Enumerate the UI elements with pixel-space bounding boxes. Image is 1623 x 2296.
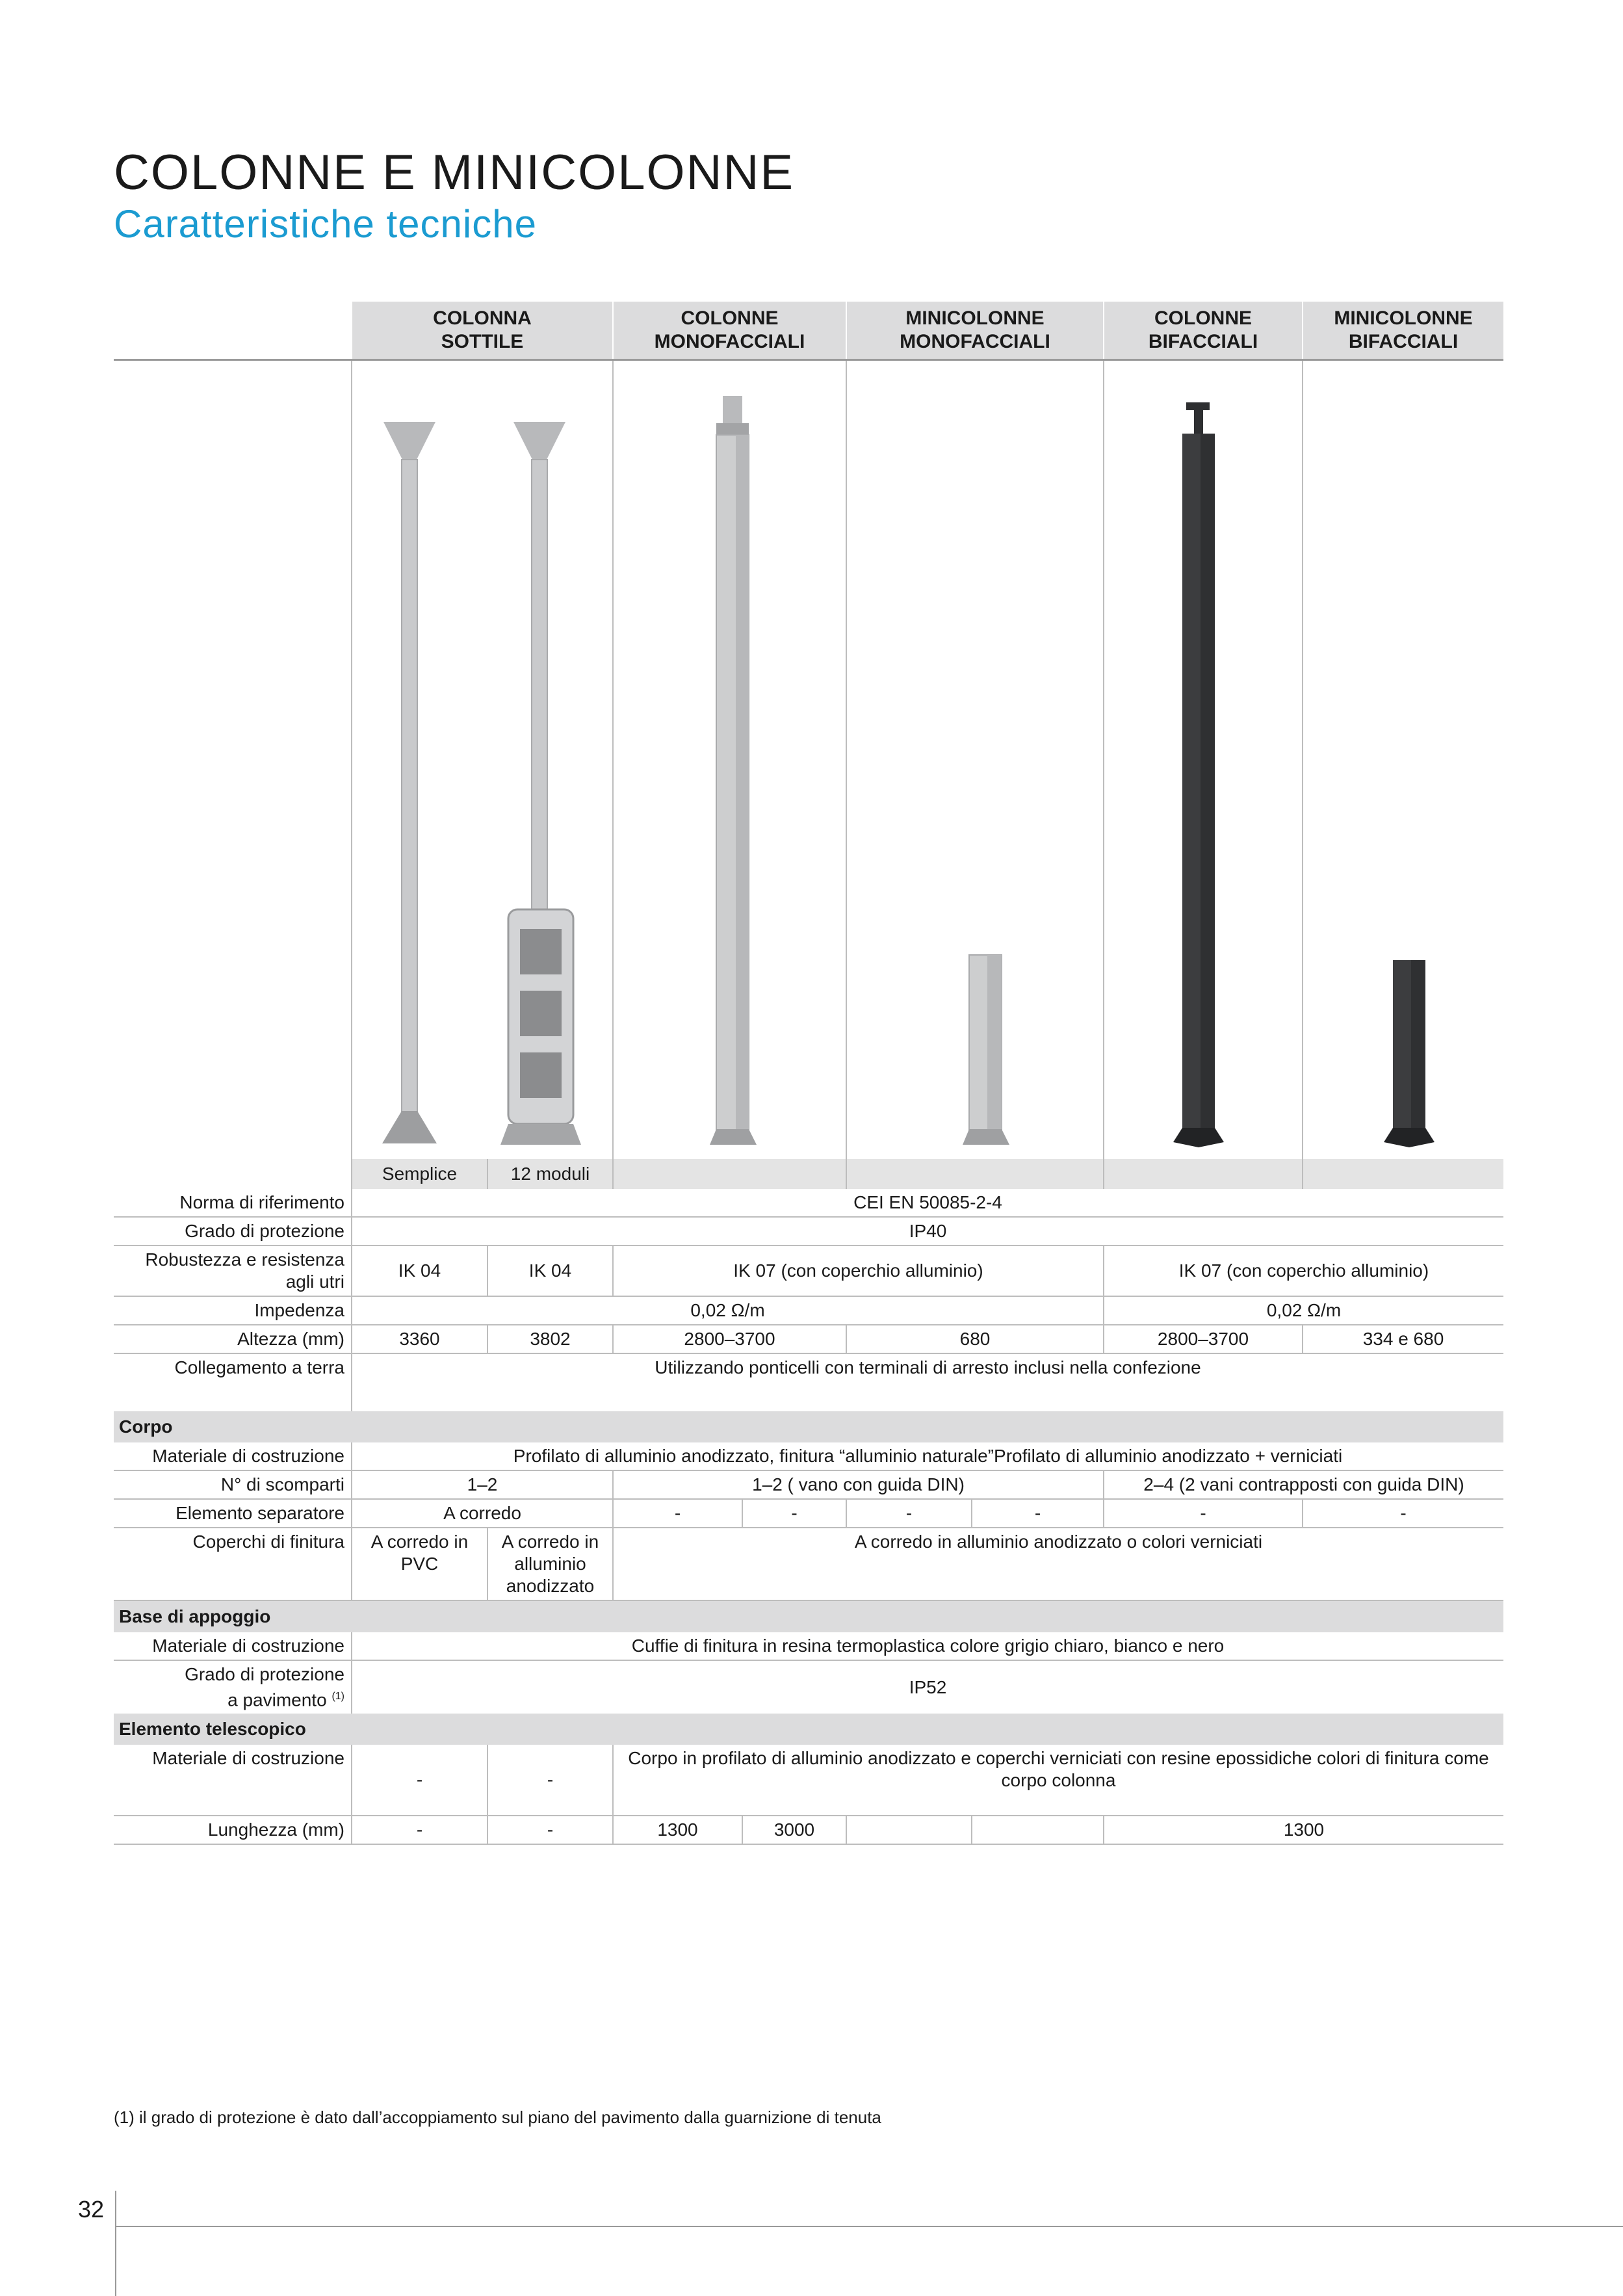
colonne-bifacciali-image (1104, 360, 1303, 1160)
minicolonne-monofacciali-image (846, 360, 1104, 1160)
footnote: (1) il grado di protezione è dato dall’accoppiamento sul piano del pavimento dalla guarnizione di tenuta (114, 2107, 881, 2127)
row-lunghezza: Lunghezza (mm) - - 1300 3000 1300 (114, 1816, 1503, 1844)
section-telescopico: Elemento telescopico (114, 1714, 1503, 1745)
row-impedenza: Impedenza 0,02 Ω/m 0,02 Ω/m (114, 1296, 1503, 1325)
page-number: 32 (78, 2196, 105, 2223)
header-minicolonne-monofacciali: MINICOLONNE MONOFACCIALI (846, 302, 1104, 360)
row-terra: Collegamento a terra Utilizzando ponticelli con terminali di arresto inclusi nella confezione (114, 1353, 1503, 1411)
row-norma: Norma di riferimento CEI EN 50085-2-4 (114, 1189, 1503, 1217)
header-row (114, 302, 1503, 360)
variant-12-moduli: 12 moduli (487, 1159, 613, 1189)
spec-table (114, 302, 1503, 1845)
page-title: COLONNE E MINICOLONNE (114, 145, 795, 200)
header-minicolonne-bifacciali: MINICOLONNE BIFACCIALI (1303, 302, 1503, 360)
colonna-sottile-illustration (357, 383, 630, 1156)
minicolonna-bifacciale-illustration (1308, 383, 1503, 1156)
row-base-materiale: Materiale di costruzione Cuffie di finitura in resina termoplastica colore grigio chiaro, bianco e nero (114, 1632, 1503, 1660)
colonna-bifacciale-illustration (1110, 383, 1305, 1156)
row-corpo-materiale: Materiale di costruzione Profilato di alluminio anodizzato, finitura “alluminio naturale”Profilato di alluminio anodizzato + verniciati (114, 1442, 1503, 1470)
row-tele-materiale: Materiale di costruzione - - Corpo in profilato di alluminio anodizzato e coperchi verniciati con resine epossidiche colori di finitura come corpo colonna (114, 1745, 1503, 1816)
page-subtitle: Caratteristiche tecniche (114, 202, 537, 246)
footer-vertical-rule (115, 2191, 116, 2296)
row-grado: Grado di protezione IP40 (114, 1217, 1503, 1246)
colonna-monofacciale-illustration (619, 383, 840, 1156)
row-base-grado: Grado di protezione a pavimento $^{(1)}$ IP52 (114, 1660, 1503, 1714)
section-corpo: Corpo (114, 1411, 1503, 1442)
minicolonne-bifacciali-image (1303, 360, 1503, 1160)
variant-semplice: Semplice (352, 1159, 487, 1189)
header-colonna-sottile: COLONNA SOTTILE (352, 302, 613, 360)
footer-horizontal-rule (115, 2226, 1623, 2227)
section-base: Base di appoggio (114, 1600, 1503, 1632)
header-colonne-monofacciali: COLONNE MONOFACCIALI (613, 302, 846, 360)
row-robustezza: Robustezza e resistenza agli utri IK 04 IK 04 IK 07 (con coperchio alluminio) IK 07 (con coperchio alluminio) (114, 1246, 1503, 1296)
row-scomparti: N° di scomparti 1–2 1–2 ( vano con guida DIN) 2–4 (2 vani contrapposti con guida DIN) (114, 1470, 1503, 1499)
row-altezza: Altezza (mm) 3360 3802 2800–3700 680 2800–3700 334 e 680 (114, 1325, 1503, 1353)
colonne-monofacciali-image (613, 360, 846, 1160)
row-separatore: Elemento separatore A corredo - - - - - - (114, 1499, 1503, 1528)
row-coperchi: Coperchi di finitura A corredo in PVC A corredo in alluminio anodizzato A corredo in alluminio anodizzato o colori verniciati (114, 1528, 1503, 1600)
minicolonna-monofacciale-illustration (852, 383, 1099, 1156)
colonna-sottile-images (352, 360, 613, 1160)
variants-row (114, 1159, 1503, 1189)
product-images-row (114, 360, 1503, 1160)
header-colonne-bifacciali: COLONNE BIFACCIALI (1104, 302, 1303, 360)
